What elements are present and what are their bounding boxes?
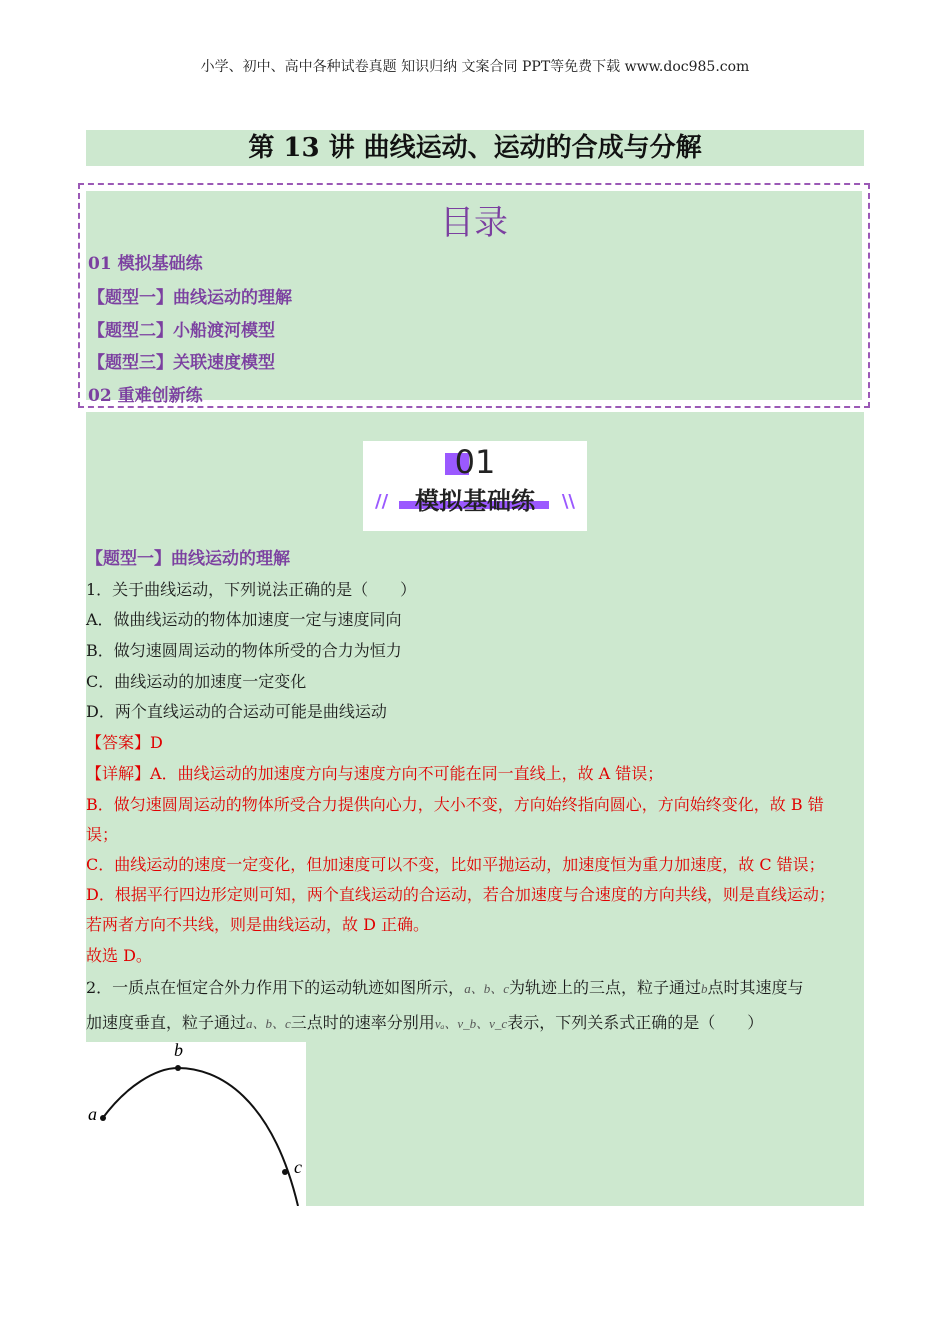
question-1-detail-line: [86, 761, 663, 784]
q2-variables: a、b、c: [246, 1016, 291, 1031]
q2-text: 加速度垂直，粒子通过: [86, 1013, 247, 1032]
toc-heading: 目录: [440, 203, 508, 243]
q2-text: 2．一质点在恒定合外力作用下的运动轨迹如图所示，: [86, 978, 465, 997]
toc-item[interactable]: 【题型一】曲线运动的理解: [88, 288, 292, 308]
lecture-title: 第 13 讲 曲线运动、运动的合成与分解: [86, 130, 864, 166]
detail-tag: 【详解】: [86, 764, 151, 783]
point-c: [282, 1169, 288, 1175]
question-1-detail-line: 故选 D。: [86, 946, 152, 965]
label-c: c: [294, 1157, 302, 1177]
section-banner: [363, 441, 587, 531]
trajectory-figure: [86, 1042, 306, 1206]
toc-item[interactable]: 【题型二】小船渡河模型: [88, 321, 275, 341]
q2-variables: a、b、c: [464, 981, 509, 996]
point-a: [100, 1115, 106, 1121]
trajectory-diagram: [86, 1042, 306, 1206]
banner-number: 01: [454, 443, 496, 481]
question-1-detail-line: 若两者方向不共线，则是曲线运动，故 D 正确。: [86, 915, 430, 934]
question-1-detail-line: D．根据平行四边形定则可知，两个直线运动的合运动，若合加速度与合速度的方向共线，则是直线运动；: [86, 885, 835, 904]
point-b: [175, 1065, 181, 1071]
q2-variable: b: [700, 981, 708, 996]
question-1-stem: 1．关于曲线运动，下列说法正确的是（ ）: [86, 580, 417, 599]
page-header: 小学、初中、高中各种试卷真题 知识归纳 文案合同 PPT等免费下载 www.doc985.com: [200, 59, 750, 75]
banner-left-mark: //: [375, 491, 389, 512]
q2-text: 表示，下列关系式正确的是（ ）: [507, 1013, 764, 1032]
trajectory-curve: [102, 1068, 298, 1206]
question-1-option-c: C．曲线运动的加速度一定变化: [86, 672, 307, 691]
q2-text: 三点时的速率分别用: [290, 1013, 435, 1032]
answer-value: D: [150, 733, 163, 752]
detail-text: A．曲线运动的加速度方向与速度方向不可能在同一直线上，故 A 错误；: [150, 764, 664, 783]
table-of-contents: [78, 183, 870, 408]
section-heading: 【题型一】曲线运动的理解: [86, 549, 290, 569]
question-2-stem-line-2: [86, 1010, 763, 1033]
q2-text: 点时其速度与: [707, 978, 804, 997]
question-1-option-a: A．做曲线运动的物体加速度一定与速度同向: [86, 610, 402, 629]
q2-text: 为轨迹上的三点，粒子通过: [508, 978, 701, 997]
toc-item[interactable]: 02 重难创新练: [88, 386, 203, 406]
label-a: a: [88, 1104, 97, 1124]
question-1-detail-line: B．做匀速圆周运动的物体所受合力提供向心力，大小不变，方向始终指向圆心，方向始终变化，故 B 错: [86, 795, 824, 814]
question-2-stem-line-1: [86, 975, 804, 998]
toc-background: [86, 191, 862, 406]
question-1-detail-line: 误；: [86, 825, 119, 844]
answer-tag: 【答案】: [86, 733, 151, 752]
toc-item[interactable]: 01 模拟基础练: [88, 254, 203, 274]
banner-label: 模拟基础练: [415, 487, 535, 515]
toc-item[interactable]: 【题型三】关联速度模型: [88, 353, 275, 373]
banner-right-mark: \\: [561, 491, 575, 512]
question-1-detail-line: C．曲线运动的速度一定变化，但加速度可以不变，比如平抛运动，加速度恒为重力加速度，故 C 错误；: [86, 855, 825, 874]
q2-speed-symbols: vₐ、v_b、v_c: [434, 1016, 508, 1031]
question-1-option-b: B．做匀速圆周运动的物体所受的合力为恒力: [86, 641, 402, 660]
label-b: b: [174, 1042, 183, 1060]
question-1-answer: [86, 730, 163, 753]
question-1-option-d: D．两个直线运动的合运动可能是曲线运动: [86, 702, 387, 721]
